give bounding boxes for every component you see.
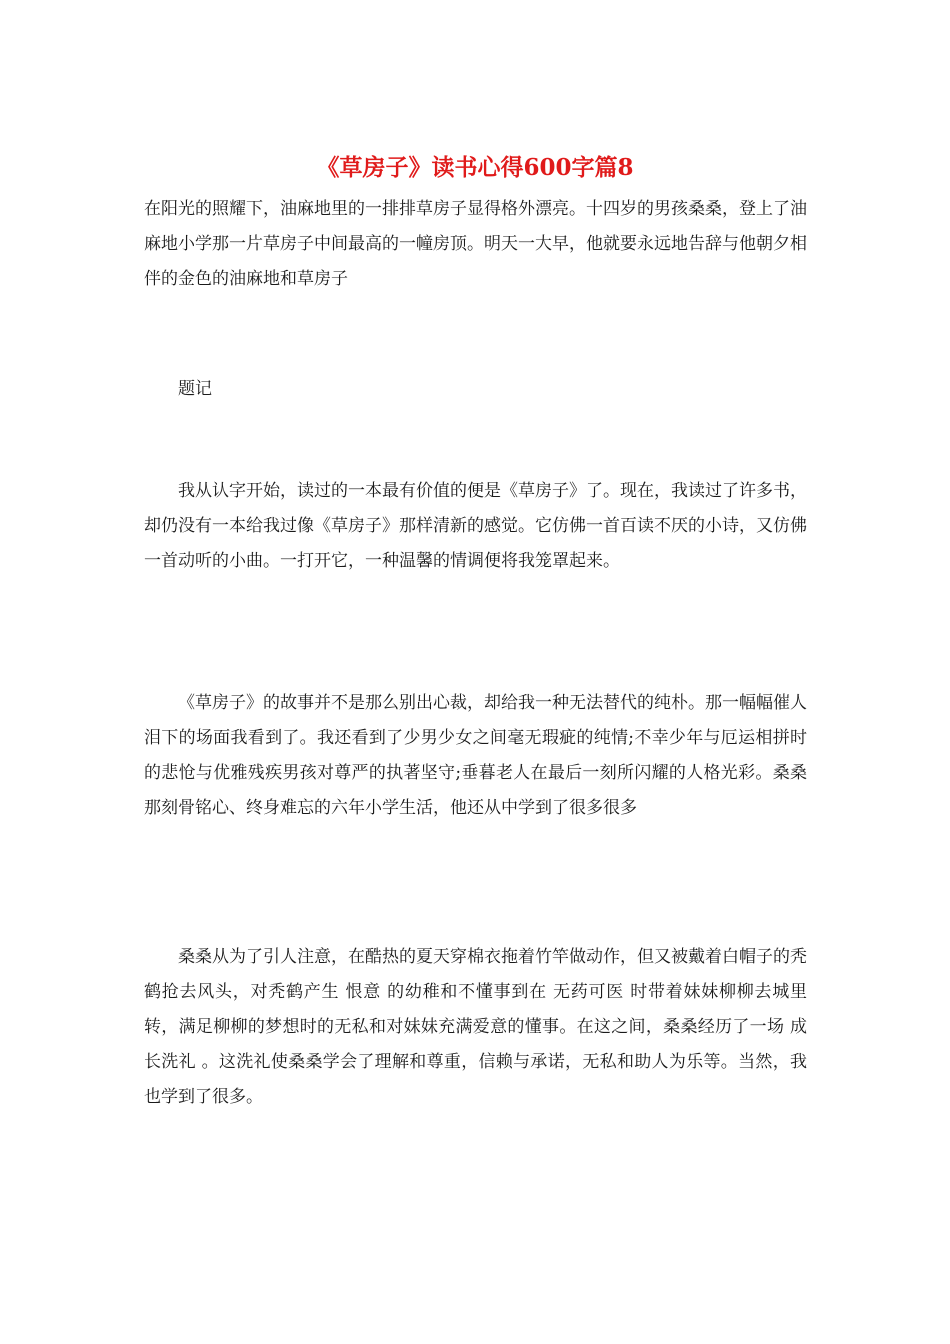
intro-paragraph: 在阳光的照耀下，油麻地里的一排排草房子显得格外漂亮。十四岁的男孩桑桑，登上了油麻地小学那一片草房子中间最高的一幢房顶。明天一大早，他就要永远地告辞与他朝夕相伴的金色的油麻地和草房子 [144, 199, 807, 289]
body-paragraph: 桑桑从为了引人注意，在酷热的夏天穿棉衣拖着竹竿做动作，但又被戴着白帽子的秃鹤抢去风头，对秃鹤产生 恨意 的幼稚和不懂事到在 无药可医 时带着妹妹柳柳去城里转，满足柳柳的梦想时的无私和对妹妹充满爱意的懂事。在这之间，桑桑经历了一场 成长洗礼 。这洗礼使桑桑学会了理解和尊重，信赖与承诺，无私和助人为乐等。当然，我也学到了很多。 [144, 947, 807, 1107]
page-title: 《草房子》读书心得600字篇8 [316, 154, 634, 181]
body-paragraph: 我从认字开始，读过的一本最有价值的便是《草房子》了。现在，我读过了许多书，却仍没有一本给我过像《草房子》那样清新的感觉。它仿佛一首百读不厌的小诗，又仿佛一首动听的小曲。一打开它，一种温馨的情调便将我笼罩起来。 [144, 481, 807, 571]
epigraph-label: 题记 [178, 379, 212, 399]
body-paragraph: 《草房子》的故事并不是那么别出心裁，却给我一种无法替代的纯朴。那一幅幅催人泪下的场面我看到了。我还看到了少男少女之间毫无瑕疵的纯情;不幸少年与厄运相拼时的悲怆与优雅残疾男孩对尊严的执著坚守;垂暮老人在最后一刻所闪耀的人格光彩。桑桑那刻骨铭心、终身难忘的六年小学生活，他还从中学到了很多很多 [144, 693, 807, 818]
